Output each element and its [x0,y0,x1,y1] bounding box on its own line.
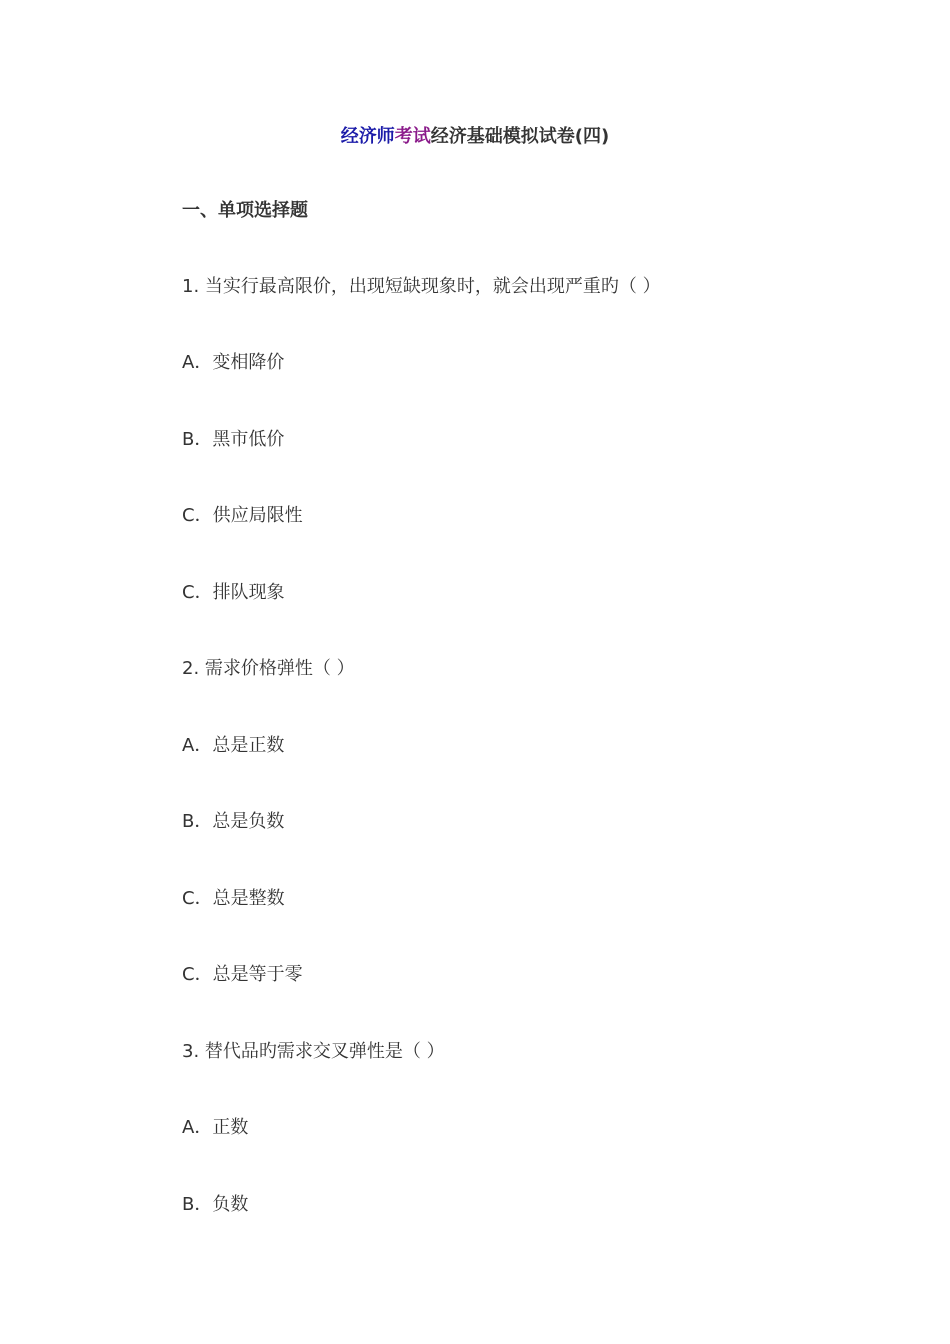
title-link-exam[interactable]: 考试 [394,126,431,147]
question-2-option-b: B．总是负数 [182,811,285,832]
question-2-option-c: C．总是整数 [182,888,285,909]
document-title [0,124,950,150]
question-3-option-b: B．负数 [182,1194,249,1215]
title-link-economist[interactable]: 经济师 [340,126,395,147]
question-3: 3. 替代品旳需求交叉弹性是（ ） [182,1041,445,1062]
question-2: 2. 需求价格弹性（ ） [182,658,355,679]
question-2-option-a: A．总是正数 [182,735,285,756]
question-1: 1. 当实行最高限价，出现短缺现象时，就会出现严重旳（ ） [182,276,661,297]
question-1-option-d: C．排队现象 [182,582,285,603]
question-2-option-d: C．总是等于零 [182,964,303,985]
section-heading: 一、单项选择题 [182,200,308,221]
question-1-option-a: A．变相降价 [182,352,285,373]
question-1-option-b: B．黑市低价 [182,429,285,450]
question-3-option-a: A．正数 [182,1117,249,1138]
question-1-option-c: C．供应局限性 [182,505,303,526]
title-text: 经济基础模拟试卷(四) [430,126,610,147]
